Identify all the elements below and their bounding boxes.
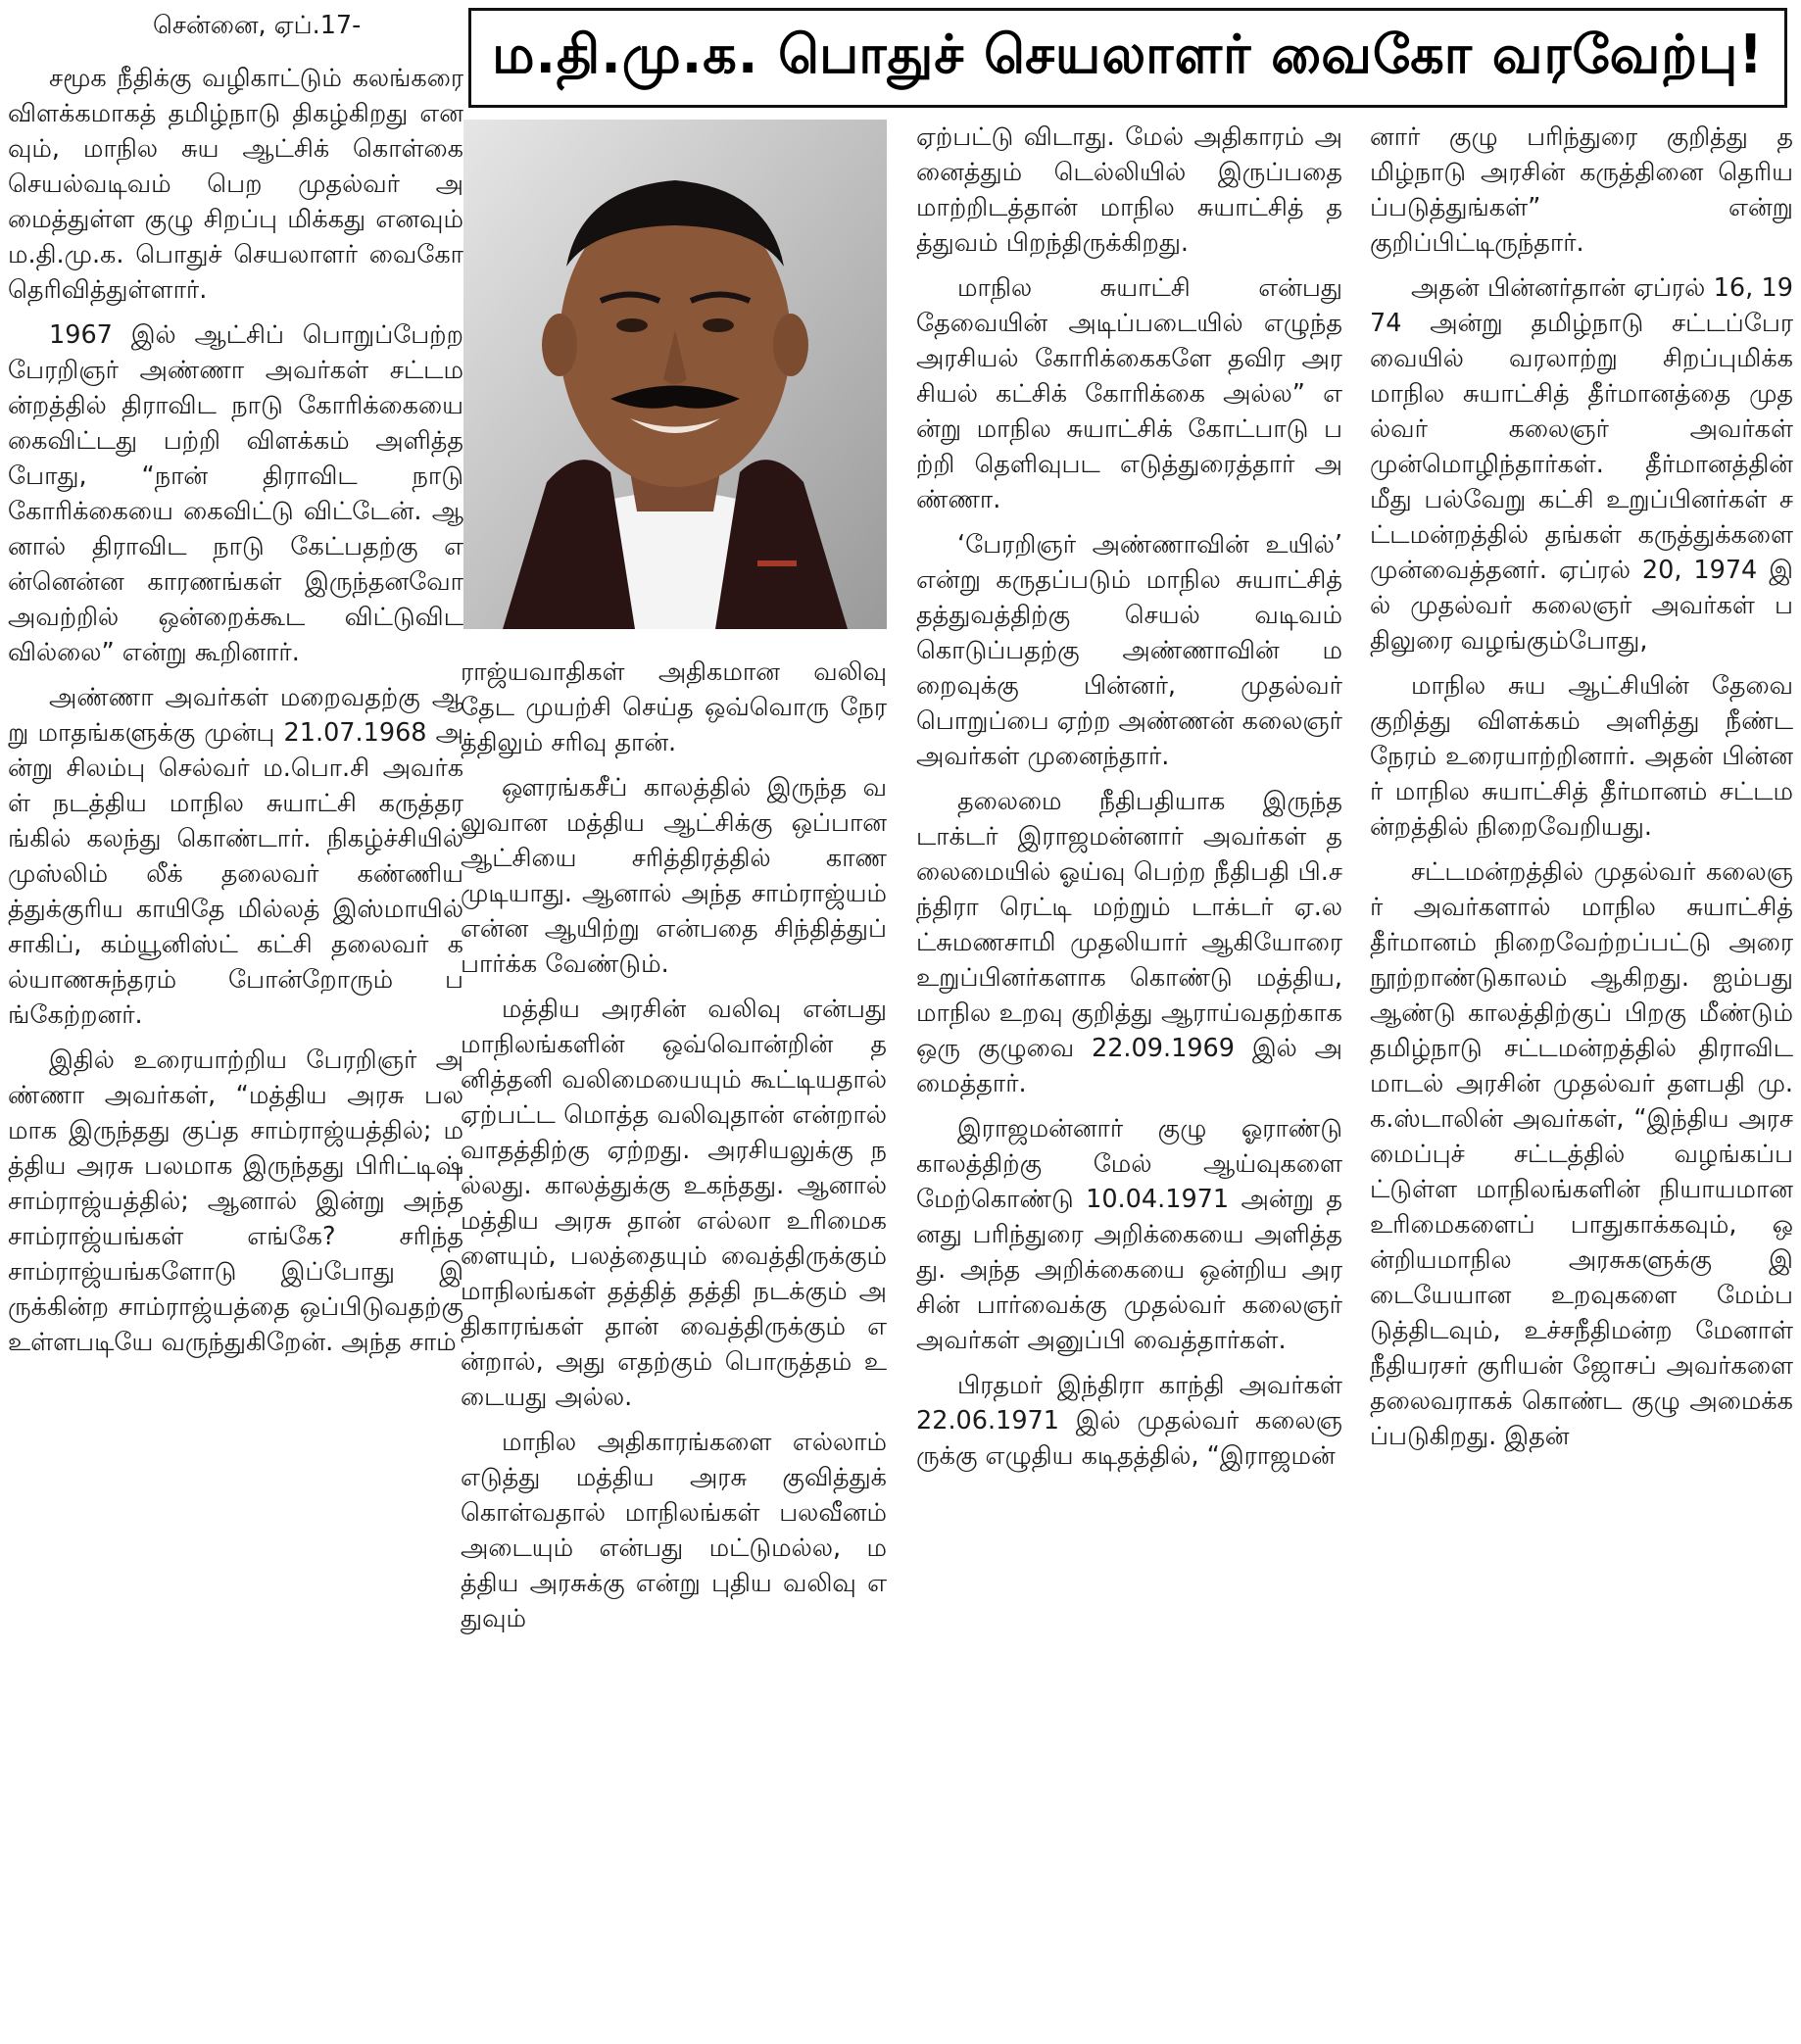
headline-box xyxy=(468,8,1787,108)
paragraph: இதில் உரையாற்றிய பேரறிஞர் அண்ணா அவர்கள், “மத்திய அரசு பலமாக இருந்தது குப்த சாம்ராஜ்யத்தில்; மத்திய அரசு பலமாக இருந்தது பிரிட்டிஷ் சாம்ராஜ்யத்தில்; ஆனால் இன்று அந்த சாம்ராஜ்யங்கள் எங்கே? சரிந்த சாம்ராஜ்யங்களோடு இப்போது இருக்கின்ற சாம்ராஜ்யத்தை ஒப்பிடுவதற்கு உள்ளபடியே வருந்துகிறேன். அந்த சாம் xyxy=(8,1046,463,1357)
paragraph: சட்டமன்றத்தில் முதல்வர் கலைஞர் அவர்களால் மாநில சுயாட்சித் தீர்மானம் நிறைவேற்றப்பட்டு அரை நூற்றாண்டுகாலம் ஆகிறது. ஐம்பது ஆண்டு காலத்திற்குப் பிறகு மீண்டும் தமிழ்நாடு சட்டமன்றத்தில் திராவிட மாடல் அரசின் முதல்வர் தளபதி மு.க.ஸ்டாலின் அவர்கள், “இந்திய அரசமைப்புச் சட்டத்தில் வழங்கப்பட்டுள்ள மாநிலங்களின் நியாயமான உரிமைகளைப் பாதுகாக்கவும், ஒன்றியமாநில அரசுகளுக்கு இடையேயான உறவுகளை மேம்படுத்திடவும், உச்சநீதிமன்ற மேனாள் நீதியரசர் குரியன் ஜோசப் அவர்களை தலைவராகக் கொண்ட குழு அமைக்கப்படுகிறது. இதன் xyxy=(1370,857,1793,1451)
column-1 xyxy=(8,0,463,1357)
portrait-illustration xyxy=(463,120,887,629)
paragraph: 1967 இல் ஆட்சிப் பொறுப்பேற்ற பேரறிஞர் அண்ணா அவர்கள் சட்டமன்றத்தில் திராவிட நாடு கோரிக்கையை கைவிட்டது பற்றி விளக்கம் அளித்த போது, “நான் திராவிட நாடு கோரிக்கையை கைவிட்டு விட்டேன். ஆனால் திராவிட நாடு கேட்பதற்கு என்னென்ன காரணங்கள் இருந்தனவோ அவற்றில் ஒன்றைக்கூட விட்டுவிடவில்லை” என்று கூறினார். xyxy=(8,320,463,667)
paragraph: மத்திய அரசின் வலிவு என்பது மாநிலங்களின் ஒவ்வொன்றின் தனித்தனி வலிமையையும் கூட்டியதால் ஏற்பட்ட மொத்த வலிவுதான் என்றால் வாதத்திற்கு ஏற்றது. அரசியலுக்கு நல்லது. காலத்துக்கு உகந்தது. ஆனால் மத்திய அரசு தான் எல்லா உரிமைகளையும், பலத்தையும் வைத்திருக்கும் மாநிலங்கள் தத்தித் தத்தி நடக்கும் அதிகாரங்கள் தான் வைத்திருக்கும் என்றால், அது எதற்கும் பொருத்தம் உடையது அல்ல. xyxy=(461,995,887,1412)
paragraph: ராஜ்யவாதிகள் அதிகமான வலிவு தேட முயற்சி செய்த ஒவ்வொரு நேரத்திலும் சரிவு தான். xyxy=(461,657,887,757)
column-2-text xyxy=(461,655,887,1646)
dateline: சென்னை, ஏப்.17- xyxy=(153,11,362,40)
paragraph: சமூக நீதிக்கு வழிகாட்டும் கலங்கரை விளக்கமாகத் தமிழ்நாடு திகழ்கிறது எனவும், மாநில சுய ஆட்சிக் கொள்கை செயல்வடிவம் பெற முதல்வர் அமைத்துள்ள குழு சிறப்பு மிக்கது எனவும் ம.தி.மு.க. பொதுச் செயலாளர் வைகோ தெரிவித்துள்ளார். xyxy=(8,64,463,305)
paragraph: மாநில சுய ஆட்சியின் தேவை குறித்து விளக்கம் அளித்து நீண்ட நேரம் உரையாற்றினார். அதன் பின்னர் மாநில சுயாட்சித் தீர்மானம் சட்டமன்றத்தில் நிறைவேறியது. xyxy=(1370,671,1793,842)
paragraph: தலைமை நீதிபதியாக இருந்த டாக்டர் இராஜமன்னார் அவர்கள் தலைமையில் ஓய்வு பெற்ற நீதிபதி பி.சந்திரா ரெட்டி மற்றும் டாக்டர் ஏ.லட்சுமணசாமி முதலியார் ஆகியோரை உறுப்பினர்களாக கொண்டு மத்திய, மாநில உறவு குறித்து ஆராய்வதற்காக ஒரு குழுவை 22.09.1969 இல் அமைத்தார். xyxy=(916,787,1342,1098)
paragraph: ஏற்பட்டு விடாது. மேல் அதிகாரம் அனைத்தும் டெல்லியில் இருப்பதை மாற்றிடத்தான் மாநில சுயாட்சித் தத்துவம் பிறந்திருக்கிறது. xyxy=(916,122,1342,258)
paragraph: அதன் பின்னர்தான் ஏப்ரல் 16, 1974 அன்று தமிழ்நாடு சட்டப்பேரவையில் வரலாற்று சிறப்புமிக்க மாநில சுயாட்சித் தீர்மானத்தை முதல்வர் கலைஞர் அவர்கள் முன்மொழிந்தார்கள். தீர்மானத்தின் மீது பல்வேறு கட்சி உறுப்பினர்கள் சட்டமன்றத்தில் தங்கள் கருத்துக்களை முன்வைத்தனர். ஏப்ரல் 20, 1974 இல் முதல்வர் கலைஞர் அவர்கள் பதிலுரை வழங்கும்போது, xyxy=(1370,273,1793,656)
column-4-text xyxy=(1370,120,1793,1464)
column-3-text xyxy=(916,120,1342,1484)
paragraph: மாநில அதிகாரங்களை எல்லாம் எடுத்து மத்திய அரசு குவித்துக் கொள்வதால் மாநிலங்கள் பலவீனம் அடையும் என்பது மட்டுமல்ல, மத்திய அரசுக்கு என்று புதிய வலிவு எதுவும் xyxy=(461,1428,887,1633)
paragraph: பிரதமர் இந்திரா காந்தி அவர்கள் 22.06.1971 இல் முதல்வர் கலைஞருக்கு எழுதிய கடிதத்தில், “இராஜமன் xyxy=(916,1371,1342,1471)
headline: ம.தி.மு.க. பொதுச் செயலாளர் வைகோ வரவேற்பு! xyxy=(492,23,1764,85)
column-1-text xyxy=(8,61,463,1370)
paragraph: ‘பேரறிஞர் அண்ணாவின் உயில்’ என்று கருதப்படும் மாநில சுயாட்சித் தத்துவத்திற்கு செயல் வடிவம் கொடுப்பதற்கு அண்ணாவின் மறைவுக்கு பின்னர், முதல்வர் பொறுப்பை ஏற்ற அண்ணன் கலைஞர் அவர்கள் முனைந்தார். xyxy=(916,530,1342,771)
paragraph: ஔரங்கசீப் காலத்தில் இருந்த வலுவான மத்திய ஆட்சிக்கு ஒப்பான ஆட்சியை சரித்திரத்தில் காண முடியாது. ஆனால் அந்த சாம்ராஜ்யம் என்ன ஆயிற்று என்பதை சிந்தித்துப் பார்க்க வேண்டும். xyxy=(461,773,887,979)
portrait-photo xyxy=(463,120,887,629)
paragraph: அண்ணா அவர்கள் மறைவதற்கு ஆறு மாதங்களுக்கு முன்பு 21.07.1968 அன்று சிலம்பு செல்வர் ம.பொ.சி அவர்கள் நடத்திய மாநில சுயாட்சி கருத்தரங்கில் கலந்து கொண்டார். நிகழ்ச்சியில் முஸ்லிம் லீக் தலைவர் கண்ணியத்துக்குரிய காயிதே மில்லத் இஸ்மாயில் சாகிப், கம்யூனிஸ்ட் கட்சி தலைவர் கல்யாணசுந்தரம் போன்றோரும் பங்கேற்றனர். xyxy=(8,683,463,1030)
paragraph: னார் குழு பரிந்துரை குறித்து தமிழ்நாடு அரசின் கருத்தினை தெரியப்படுத்துங்கள்” என்று குறிப்பிட்டிருந்தார். xyxy=(1370,122,1793,258)
paragraph: மாநில சுயாட்சி என்பது தேவையின் அடிப்படையில் எழுந்த அரசியல் கோரிக்கைகளே தவிர அரசியல் கட்சிக் கோரிக்கை அல்ல” என்று மாநில சுயாட்சிக் கோட்பாடு பற்றி தெளிவுபட எடுத்துரைத்தார் அண்ணா. xyxy=(916,273,1342,514)
paragraph: இராஜமன்னார் குழு ஓராண்டு காலத்திற்கு மேல் ஆய்வுகளை மேற்கொண்டு 10.04.1971 அன்று தனது பரிந்துரை அறிக்கையை அளித்தது. அந்த அறிக்கையை ஒன்றிய அரசின் பார்வைக்கு முதல்வர் கலைஞர் அவர்கள் அனுப்பி வைத்தார்கள். xyxy=(916,1114,1342,1355)
